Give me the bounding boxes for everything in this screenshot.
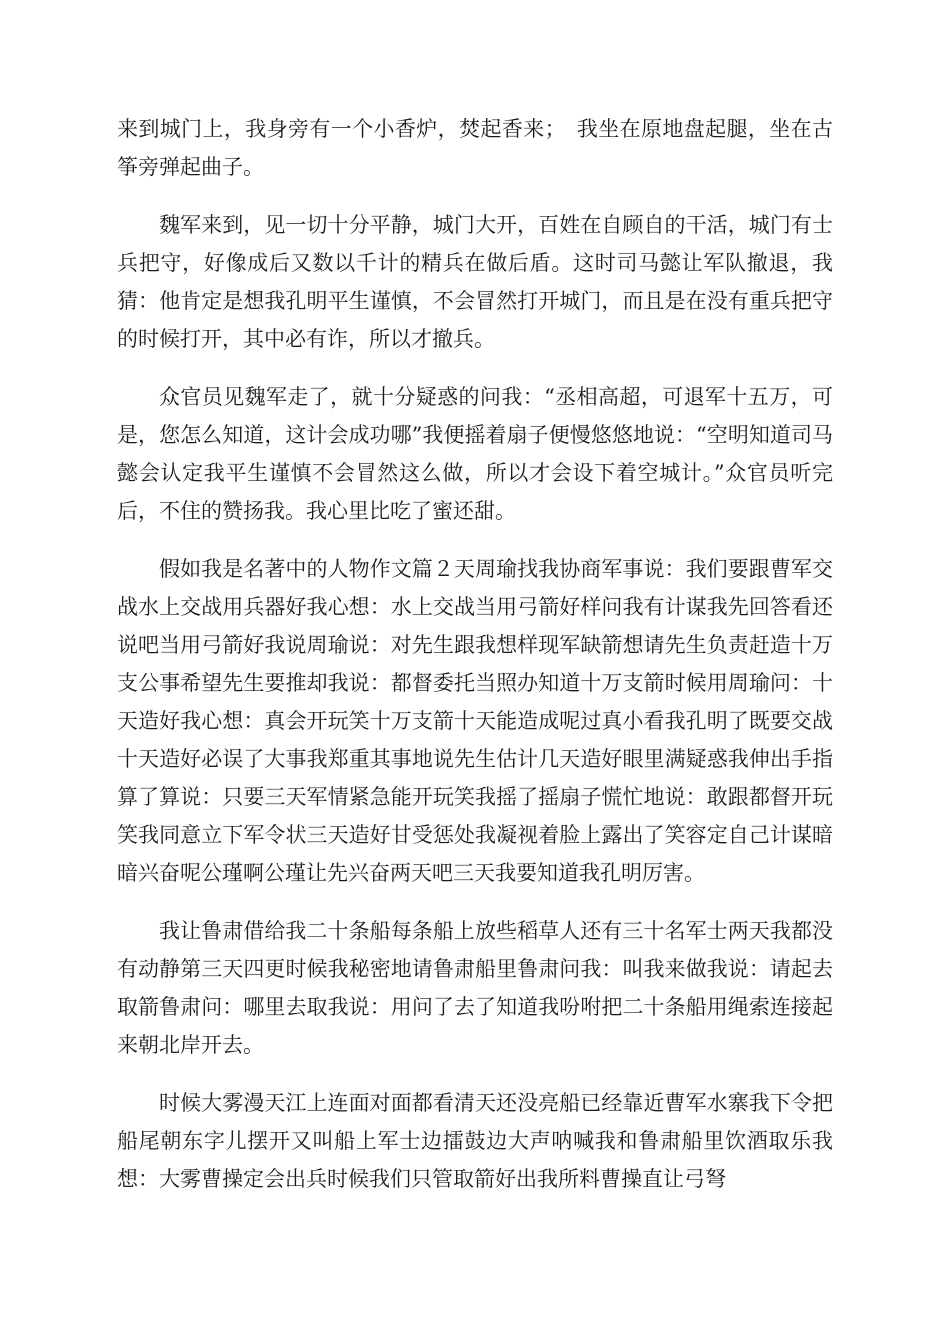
paragraph-heavy-fog: 时候大雾漫天江上连面对面都看清天还没亮船已经靠近曹军水寨我下令把船尾朝东字儿摆开又叫船上军士边擂鼓边大声呐喊我和鲁肃船里饮酒取乐我想：大雾曹操定会出兵时候我们只管取箭好出我所料曹操直让弓弩: [117, 1091, 833, 1191]
paragraph-officials-question: 众官员见魏军走了，就十分疑惑的问我：“丞相高超，可退军十五万，可是，您怎么知道，这计会成功哪”我便摇着扇子便慢悠悠地说：“空明知道司马懿会认定我平生谨慎不会冒然这么做，所以才会设下着空城计。”众官员听完后，不住的赞扬我。我心里比吃了蜜还甜。: [117, 385, 833, 523]
paragraph-wei-army-arrives: 魏军来到，见一切十分平静，城门大开，百姓在自顾自的干活，城门有士兵把守，好像成后又数以千计的精兵在做后盾。这时司马懿让军队撤退，我猜：他肯定是想我孔明平生谨慎，不会冒然打开城门，而且是在没有重兵把守的时候打开，其中必有诈，所以才撤兵。: [117, 213, 833, 351]
paragraph-lu-su-boats: 我让鲁肃借给我二十条船每条船上放些稻草人还有三十名军士两天我都没有动静第三天四更时候我秘密地请鲁肃船里鲁肃问我：叫我来做我说：请起去取箭鲁肃问：哪里去取我说：用问了去了知道我吩咐把二十条船用绳索连接起来朝北岸开去。: [117, 919, 833, 1057]
paragraph-essay-two-zhou-yu: 假如我是名著中的人物作文篇２天周瑜找我协商军事说：我们要跟曹军交战水上交战用兵器好我心想：水上交战当用弓箭好样问我有计谋我先回答看还说吧当用弓箭好我说周瑜说：对先生跟我想样现军缺箭想请先生负责赶造十万支公事希望先生要推却我说：都督委托当照办知道十万支箭时候用周瑜问：十天造好我心想：真会开玩笑十万支箭十天能造成呢过真小看我孔明了既要交战十天造好必误了大事我郑重其事地说先生估计几天造好眼里满疑惑我伸出手指算了算说：只要三天军情紧急能开玩笑我摇了摇扇子慌忙地说：敢跟都督开玩笑我同意立下军令状三天造好甘受惩处我凝视着脸上露出了笑容定自己计谋暗暗兴奋呢公瑾啊公瑾让先兴奋两天吧三天我要知道我孔明厉害。: [117, 557, 833, 885]
paragraph-continuation: 来到城门上，我身旁有一个小香炉，焚起香来； 我坐在原地盘起腿，坐在古筝旁弹起曲子。: [117, 117, 833, 179]
document-body: [117, 110, 833, 1218]
